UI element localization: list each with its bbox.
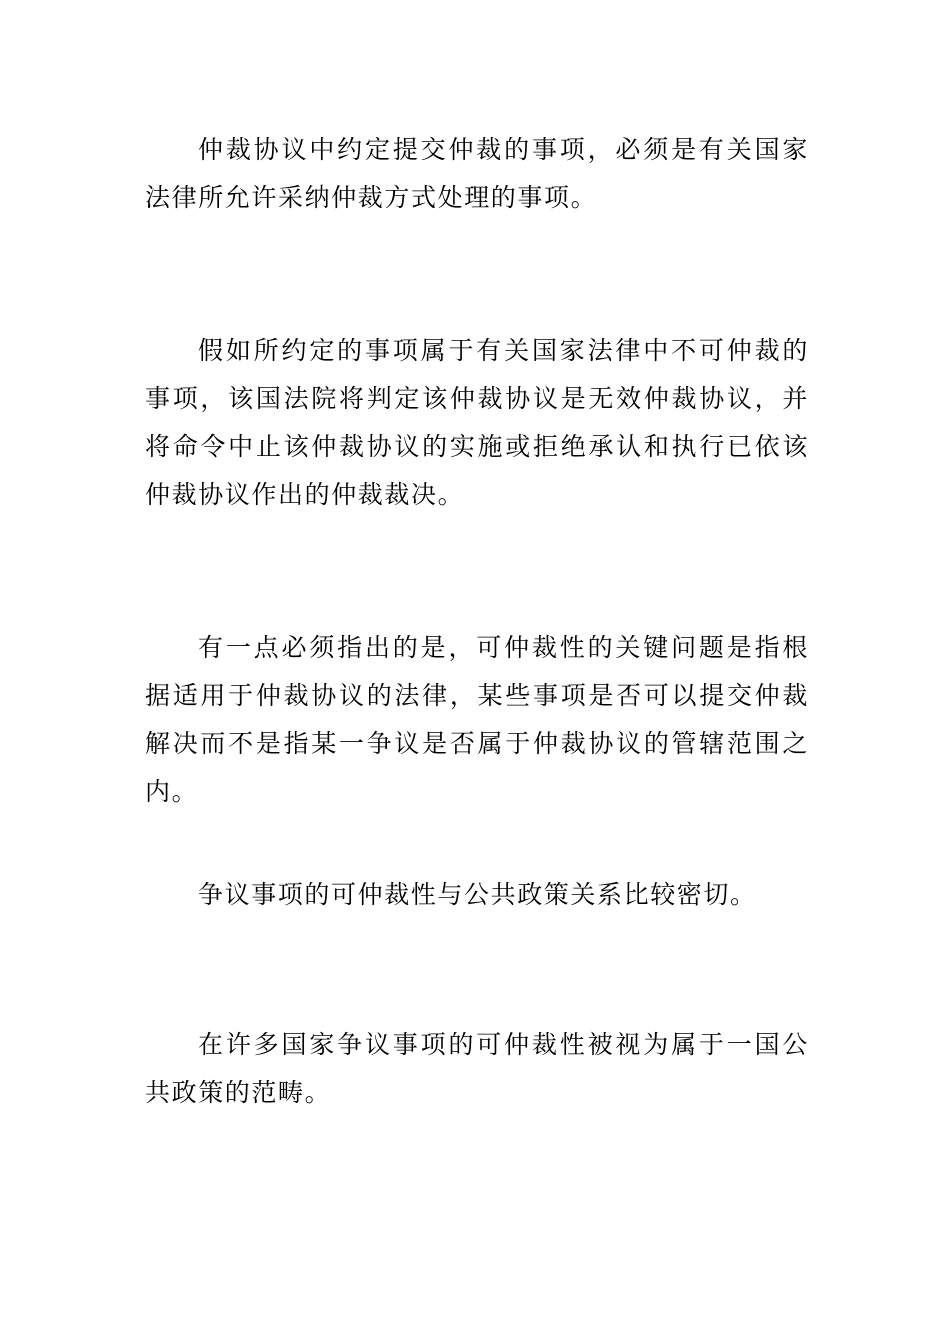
paragraph-1: 仲裁协议中约定提交仲裁的事项，必须是有关国家法律所允许采纳仲裁方式处理的事项。 — [145, 135, 809, 212]
paragraph-5: 在许多国家争议事项的可仲裁性被视为属于一国公共政策的范畴。 — [145, 1030, 809, 1107]
paragraph-3: 有一点必须指出的是，可仲裁性的关键问题是指根据适用于仲裁协议的法律，某些事项是否可以提交仲裁解决而不是指某一争议是否属于仲裁协议的管辖范围之内。 — [145, 633, 809, 806]
paragraph-4: 争议事项的可仲裁性与公共政策关系比较密切。 — [198, 880, 757, 909]
paragraph-2: 假如所约定的事项属于有关国家法律中不可仲裁的事项，该国法院将判定该仲裁协议是无效仲裁协议，并将命令中止该仲裁协议的实施或拒绝承认和执行已依该仲裁协议作出的仲裁裁决。 — [145, 336, 809, 509]
